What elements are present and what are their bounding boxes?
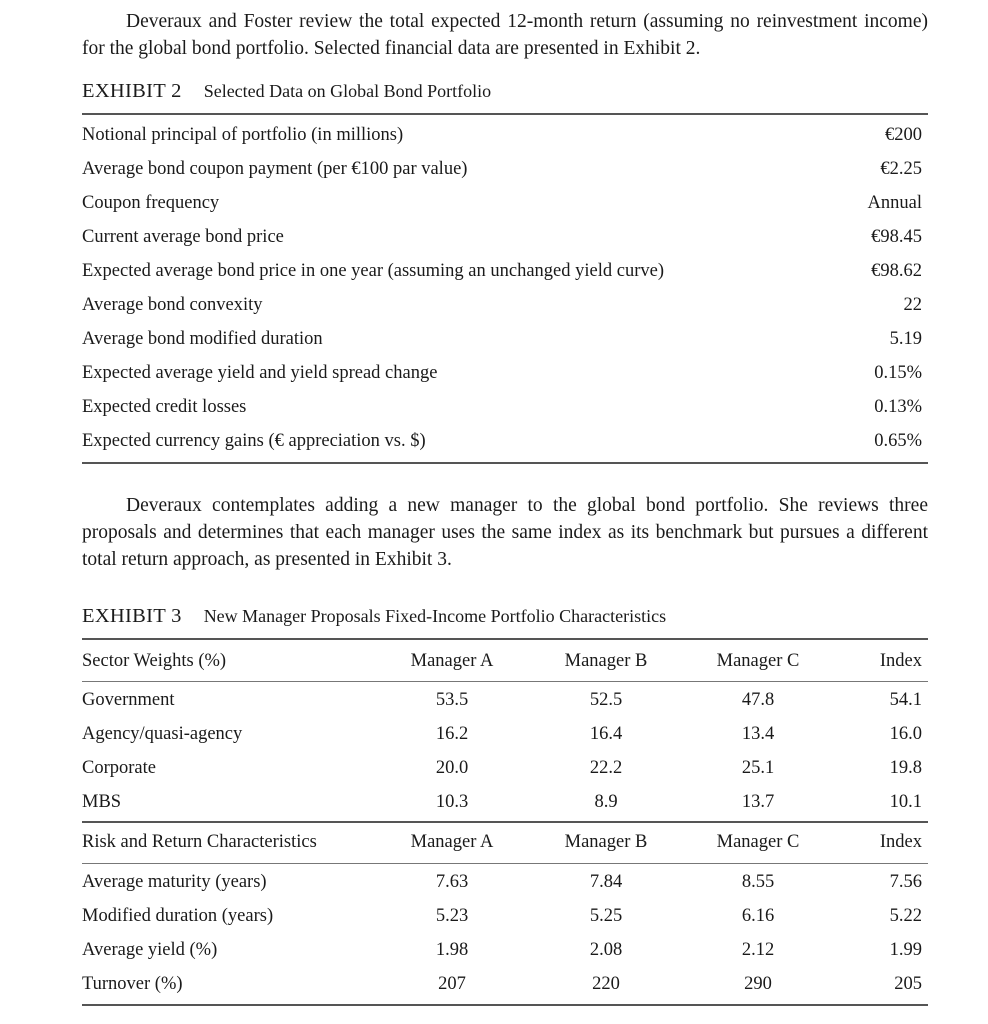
exhibit3-bottom-rule: [82, 1004, 928, 1006]
cell: 207: [438, 974, 466, 994]
cell: 8.9: [594, 792, 618, 812]
row-value: €2.25: [880, 159, 922, 179]
cell: 13.4: [741, 724, 775, 744]
column-header: Manager C: [716, 651, 800, 671]
row-value: 0.65%: [874, 431, 922, 451]
row-label: Expected credit losses: [82, 397, 247, 417]
row-label: MBS: [82, 792, 122, 812]
column-header: Manager A: [410, 651, 494, 671]
cell: 10.1: [889, 792, 922, 812]
row-value: 5.19: [889, 329, 922, 349]
row-value: 0.15%: [874, 363, 922, 383]
cell: 16.2: [435, 724, 469, 744]
cell: 20.0: [435, 758, 469, 778]
sector-header-rule: [82, 681, 928, 682]
cell: 5.25: [589, 906, 623, 926]
column-header: Manager A: [410, 832, 494, 852]
column-header: Sector Weights (%): [82, 651, 227, 671]
cell: 205: [894, 974, 922, 994]
intro-paragraph: Deveraux and Foster review the total expected 12-month return (assuming no reinvestment income) for the global bond portfolio. Selected financial data are presented in Exhibit 2.: [82, 11, 928, 59]
row-label: Expected currency gains (€ appreciation vs. $): [82, 431, 426, 451]
cell: 13.7: [741, 792, 775, 812]
cell: 7.84: [589, 872, 623, 892]
row-label: Current average bond price: [82, 227, 284, 247]
exhibit2-caption: Selected Data on Global Bond Portfolio: [203, 81, 492, 101]
cell: 2.08: [589, 940, 623, 960]
row-value: 0.13%: [874, 397, 922, 417]
exhibit2-bottom-rule: [82, 462, 928, 464]
cell: 52.5: [589, 690, 623, 710]
risk-header-rule: [82, 863, 928, 864]
cell: 25.1: [741, 758, 775, 778]
section-divider-rule: [82, 821, 928, 823]
cell: 16.4: [589, 724, 623, 744]
cell: 16.0: [889, 724, 922, 744]
cell: 1.99: [889, 940, 922, 960]
cell: 53.5: [435, 690, 469, 710]
row-label: Government: [82, 690, 175, 710]
cell: 1.98: [435, 940, 469, 960]
cell: 6.16: [741, 906, 775, 926]
row-label: Notional principal of portfolio (in millions): [82, 125, 404, 145]
row-value: Annual: [867, 193, 922, 213]
cell: 290: [744, 974, 772, 994]
column-header: Manager C: [716, 832, 800, 852]
cell: 8.55: [741, 872, 775, 892]
row-label: Modified duration (years): [82, 906, 274, 926]
row-label: Average bond modified duration: [82, 329, 323, 349]
column-header: Index: [879, 832, 922, 852]
row-label: Expected average bond price in one year (assuming an unchanged yield curve): [82, 261, 664, 281]
cell: 47.8: [741, 690, 775, 710]
column-header: Manager B: [564, 651, 648, 671]
row-label: Turnover (%): [82, 974, 183, 994]
row-label: Expected average yield and yield spread change: [82, 363, 438, 383]
cell: 5.22: [889, 906, 922, 926]
cell: 220: [592, 974, 620, 994]
row-label: Average maturity (years): [82, 872, 267, 892]
cell: 10.3: [435, 792, 469, 812]
exhibit3-caption: New Manager Proposals Fixed-Income Portfolio Characteristics: [203, 606, 667, 626]
cell: 19.8: [889, 758, 922, 778]
row-label: Average yield (%): [82, 940, 218, 960]
row-value: €98.45: [871, 227, 922, 247]
row-value: €200: [885, 125, 922, 145]
exhibit2-top-rule: [82, 113, 928, 115]
exhibit3-title: [82, 605, 666, 628]
cell: 22.2: [589, 758, 623, 778]
cell: 2.12: [741, 940, 775, 960]
column-header: Index: [879, 651, 922, 671]
row-label: Average bond coupon payment (per €100 par value): [82, 159, 468, 179]
row-label: Corporate: [82, 758, 156, 778]
exhibit2-number: EXHIBIT 2: [82, 80, 182, 102]
cell: 7.56: [889, 872, 922, 892]
row-label: Coupon frequency: [82, 193, 220, 213]
cell: 54.1: [889, 690, 922, 710]
column-header: Manager B: [564, 832, 648, 852]
exhibit3-top-rule: [82, 638, 928, 640]
row-value: 22: [903, 295, 922, 315]
column-header: Risk and Return Characteristics: [82, 832, 317, 852]
row-label: Average bond convexity: [82, 295, 263, 315]
row-value: €98.62: [871, 261, 922, 281]
middle-paragraph: Deveraux contemplates adding a new manager to the global bond portfolio. She reviews three proposals and determines that each manager uses the same index as its benchmark but pursues a different total return approach, as presented in Exhibit 3.: [82, 495, 928, 570]
cell: 5.23: [435, 906, 469, 926]
exhibit3-number: EXHIBIT 3: [82, 605, 182, 627]
row-label: Agency/quasi-agency: [82, 724, 243, 744]
exhibit2-title: [82, 80, 491, 103]
cell: 7.63: [435, 872, 469, 892]
